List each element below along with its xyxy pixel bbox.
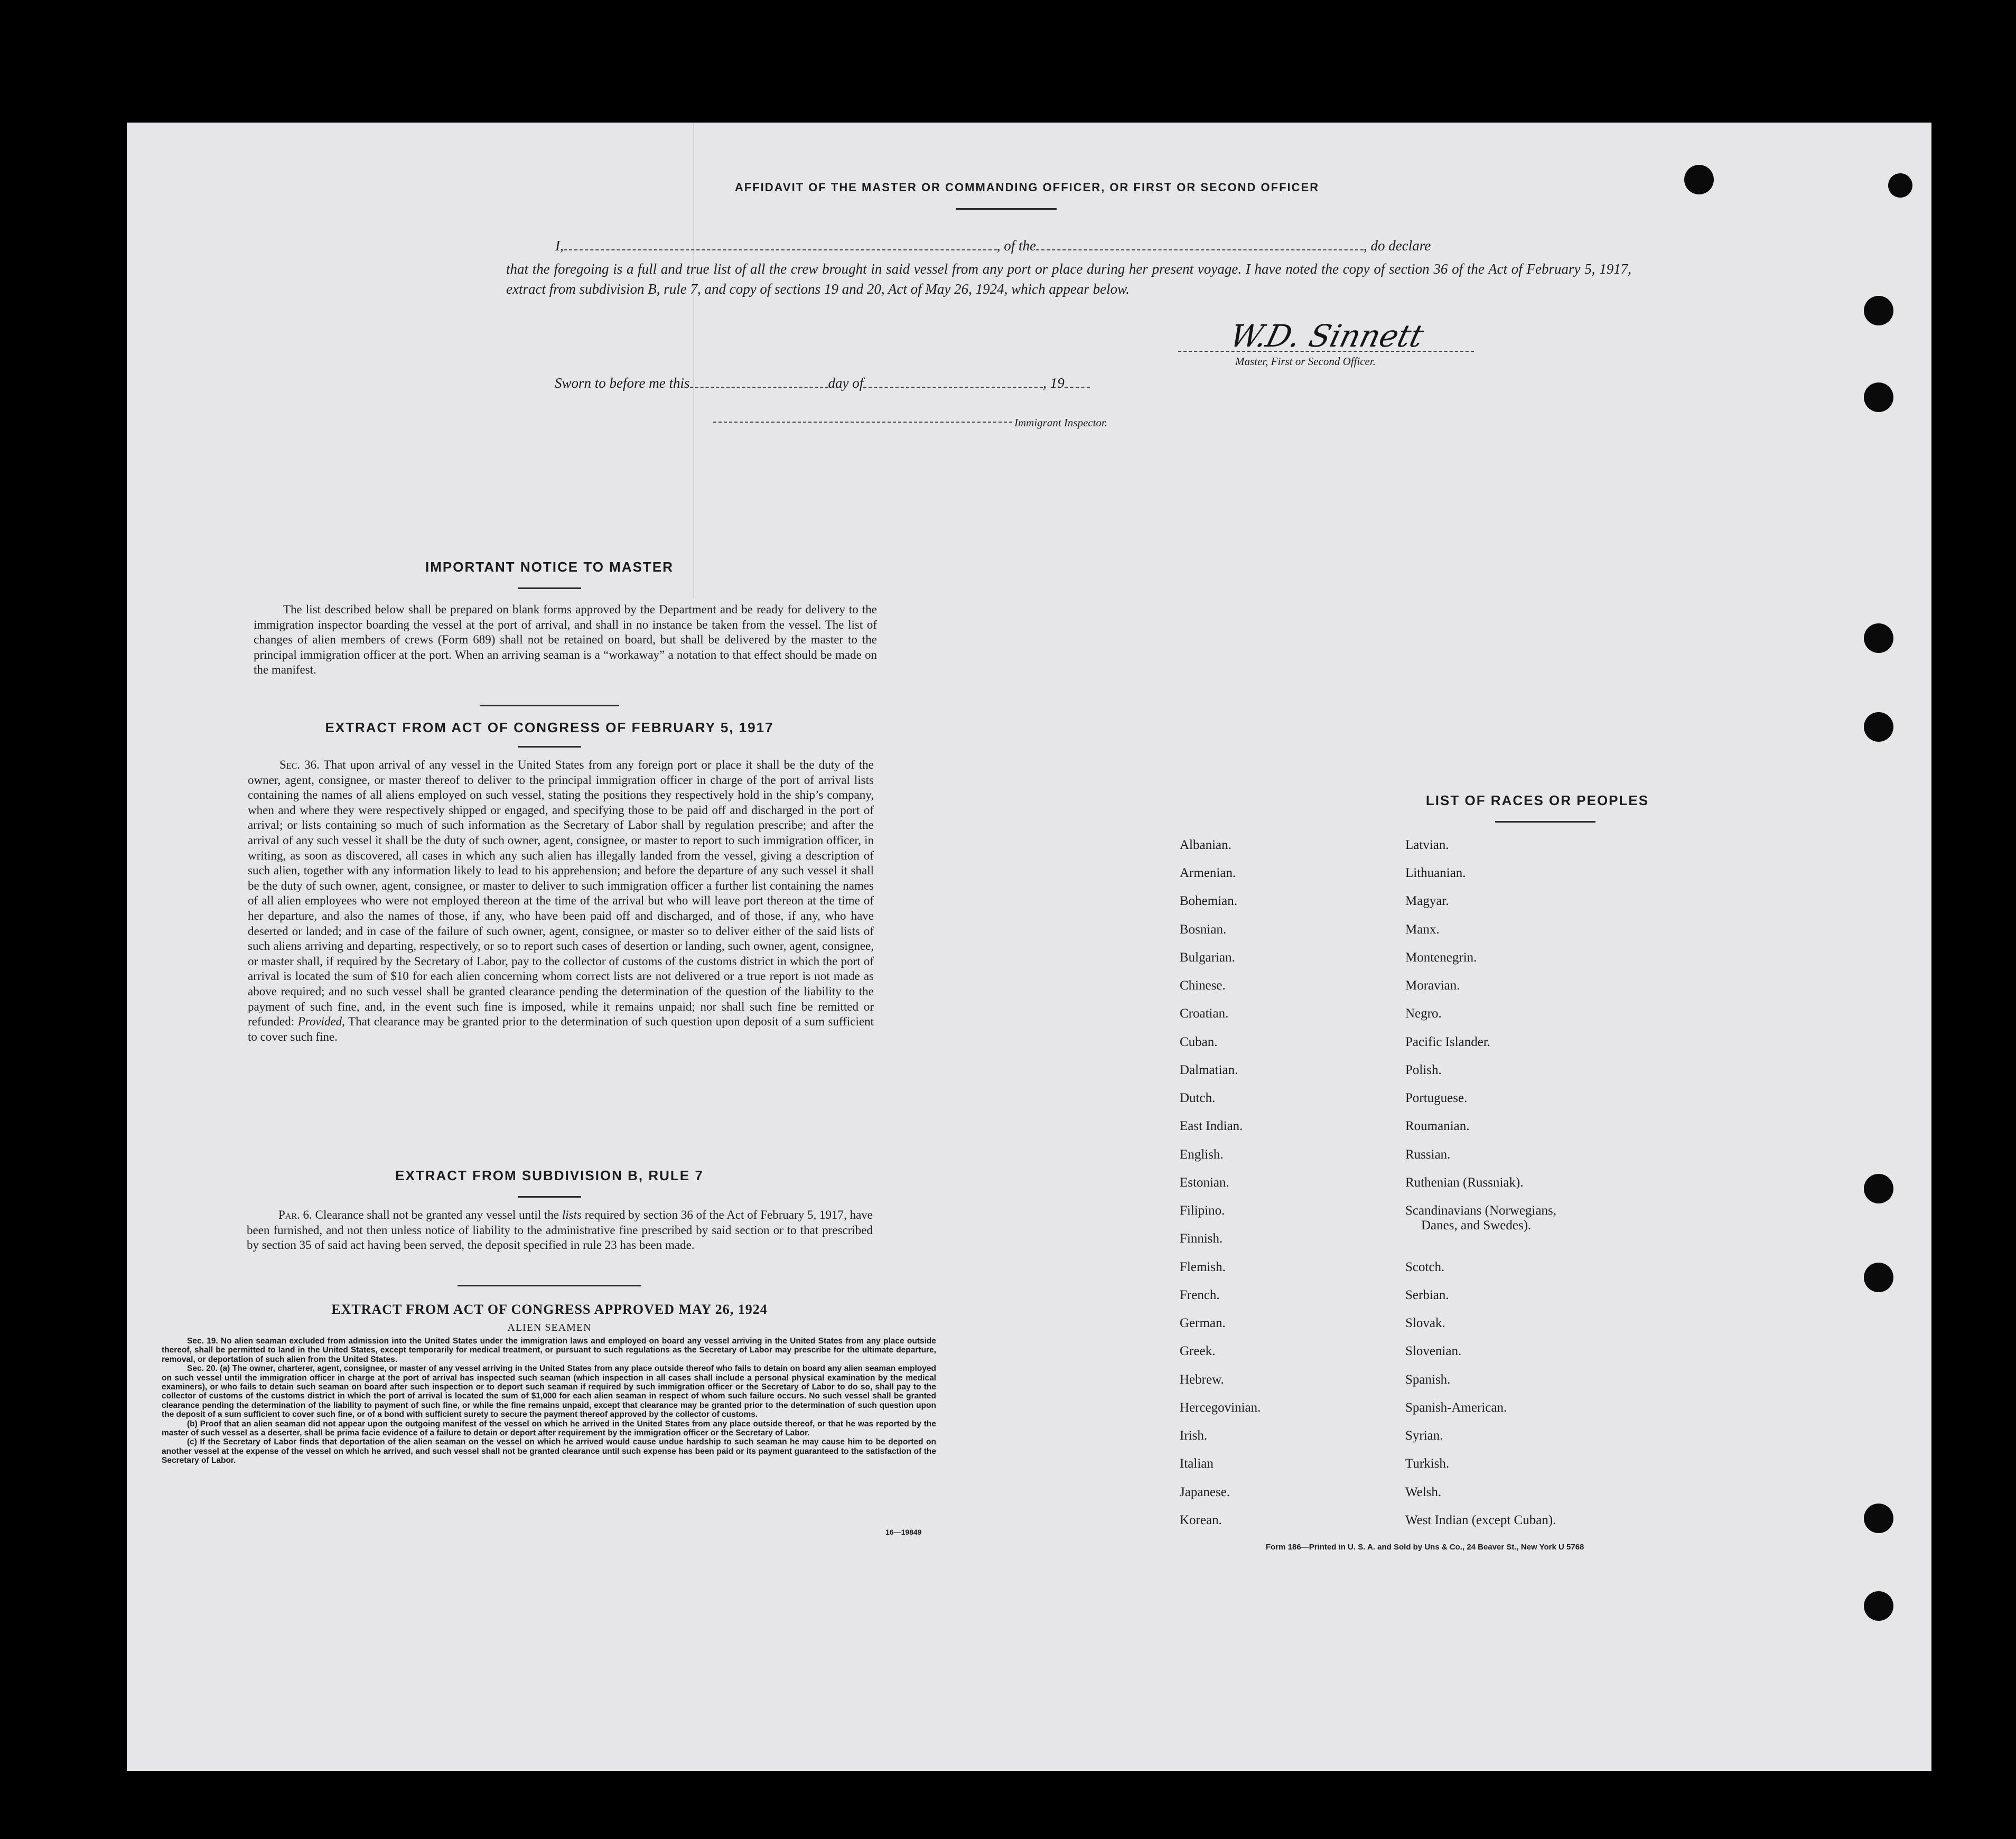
- lists-word: lists: [562, 1208, 582, 1221]
- race-item: Dalmatian.: [1180, 1063, 1238, 1077]
- section-20c: (c) If the Secretary of Labor finds that deportation of the alien seaman on the vessel on which he arrived would cause undue hardship to such seaman he may cause him to be deported on another vessel at the expense of the vessel on which he arrived, and such vessel shall not be granted clearance until such expense has been paid or its payment guaranteed to the satisfaction of the Secretary of Labor.: [162, 1437, 936, 1465]
- race-item: East Indian.: [1180, 1119, 1243, 1133]
- divider: [518, 1196, 581, 1198]
- section-20a: Sec. 20. (a) The owner, charterer, agent, consignee, or master of any vessel arriving in the United States from any place outside thereof who fails to detain on board any alien seaman employed on such vessel until the immigration officer in charge at the port of arrival has inspected such seaman (which inspection in all cases shall include a personal physical examination by the medical examiners), or who fails to detain such seaman on board after such inspection or to deport such seaman if required by such immigration officer or the Secretary of Labor to do so, shall pay to the collector of customs of the customs district in which the port of arrival is located the sum of $1,000 for each alien seaman in respect of whom such failure occurs. No such vessel shall be granted clearance pending the determination of the liability to payment of such fine, or while the fine remains unpaid, except that clearance may be granted prior to the determination of such question upon the deposit of a sum sufficient to cover such fine, or of a bond with sufficient surety to secure the payment thereof approved by the collector of customs.: [162, 1364, 936, 1420]
- extract-1917-text: [248, 758, 874, 1044]
- day-blank[interactable]: [690, 387, 828, 388]
- section-label: Sec. 36.: [279, 758, 320, 771]
- race-item: Pacific Islander.: [1405, 1035, 1491, 1049]
- race-item: Russian.: [1405, 1147, 1451, 1162]
- divider: [518, 587, 581, 589]
- affidavit-title: AFFIDAVIT OF THE MASTER OR COMMANDING OFFICER, OR FIRST OR SECOND OFFICER: [734, 181, 1320, 194]
- name-blank[interactable]: [564, 249, 997, 250]
- declare-label: , do declare: [1364, 238, 1431, 254]
- punch-hole: [1864, 1591, 1893, 1621]
- sworn-label: Sworn to before me this: [555, 375, 690, 391]
- punch-hole: [1864, 382, 1893, 412]
- race-item: Croatian.: [1180, 1006, 1229, 1021]
- race-item: Spanish-American.: [1405, 1401, 1507, 1415]
- race-item: Filipino.: [1180, 1203, 1225, 1218]
- punch-hole: [1888, 173, 1912, 198]
- race-item: Korean.: [1180, 1513, 1222, 1527]
- race-item: German.: [1180, 1316, 1226, 1330]
- race-item: Montenegrin.: [1405, 950, 1477, 965]
- provided-word: Provided,: [297, 1015, 345, 1029]
- section-36-end: That clearance may be granted prior to the determination of such question upon deposit of a sum sufficient to cover such fine.: [248, 1015, 874, 1043]
- i-label: I,: [555, 238, 564, 254]
- subdivision-text: [247, 1208, 873, 1253]
- subdivision-title: EXTRACT FROM SUBDIVISION B, RULE 7: [395, 1168, 704, 1183]
- year-blank[interactable]: [1065, 387, 1090, 388]
- notice-title: IMPORTANT NOTICE TO MASTER: [425, 559, 674, 575]
- punch-hole: [1684, 165, 1714, 194]
- punch-hole: [1864, 1504, 1893, 1533]
- race-item: Negro.: [1405, 1006, 1442, 1021]
- race-item: Irish.: [1180, 1429, 1208, 1443]
- race-item: West Indian (except Cuban).: [1405, 1513, 1556, 1527]
- race-item: Japanese.: [1180, 1485, 1230, 1499]
- extract-1917-title: EXTRACT FROM ACT OF CONGRESS OF FEBRUARY 5, 1917: [325, 720, 774, 735]
- races-title: LIST OF RACES OR PEOPLES: [1425, 792, 1649, 808]
- race-item: Chinese.: [1180, 978, 1226, 993]
- race-item: Bosnian.: [1180, 922, 1227, 937]
- inspector-line: [713, 422, 1012, 423]
- alien-seamen-subtitle: ALIEN SEAMEN: [507, 1322, 592, 1333]
- race-item: Finnish.: [1180, 1231, 1223, 1246]
- sworn-line: [555, 375, 1090, 391]
- race-item: Greek.: [1180, 1344, 1216, 1358]
- of-the-label: , of the: [996, 238, 1036, 254]
- signature: W.D. Sinnett: [1226, 318, 1427, 354]
- race-item: Bohemian.: [1180, 894, 1238, 908]
- punch-hole: [1864, 1263, 1893, 1292]
- race-item: French.: [1180, 1288, 1220, 1302]
- race-item: Slovenian.: [1405, 1344, 1462, 1358]
- race-item: Magyar.: [1405, 894, 1449, 908]
- race-item: Armenian.: [1180, 866, 1236, 880]
- race-item: Roumanian.: [1405, 1119, 1470, 1133]
- race-item: Hercegovinian.: [1180, 1401, 1261, 1415]
- race-item: Scandinavians (Norwegians,: [1405, 1203, 1557, 1218]
- form-footer: Form 186—Printed in U. S. A. and Sold by Uns & Co., 24 Beaver St., New York U 5768: [1266, 1543, 1584, 1552]
- race-item: Dutch.: [1180, 1091, 1216, 1105]
- race-item: Flemish.: [1180, 1260, 1226, 1274]
- year-label: , 19: [1043, 375, 1065, 391]
- race-item: Ruthenian (Russniak).: [1405, 1175, 1524, 1190]
- race-item: Turkish.: [1405, 1457, 1450, 1471]
- race-item: Estonian.: [1180, 1175, 1229, 1190]
- punch-hole: [1864, 1174, 1893, 1203]
- extract-1924-text: [162, 1337, 936, 1465]
- section-20b: (b) Proof that an alien seaman did not appear upon the outgoing manifest of the vessel on which he arrived in the United States from any place outside thereof, or that he was reported by the master of such vessel as a deserter, shall be prima facie evidence of a failure to detain or deport after requirement by the immigration officer or the Secretary of Labor.: [162, 1419, 936, 1438]
- race-item: Cuban.: [1180, 1035, 1218, 1049]
- form-code: 16—19849: [885, 1528, 922, 1536]
- divider: [518, 746, 581, 748]
- race-item: Manx.: [1405, 922, 1440, 937]
- race-item: Albanian.: [1180, 838, 1231, 852]
- paragraph-6-body-a: Clearance shall not be granted any vessel until the: [315, 1208, 559, 1221]
- race-item: Italian: [1180, 1457, 1214, 1471]
- race-item: Moravian.: [1405, 978, 1460, 993]
- affidavit-declaration-line: [555, 238, 1632, 254]
- vessel-blank[interactable]: [1036, 249, 1364, 250]
- race-item: English.: [1180, 1147, 1224, 1162]
- notice-text: The list described below shall be prepared on blank forms approved by the Department and be ready for delivery to the immigration inspector boarding the vessel at the port of arrival, and shall in no instance be taken from the vessel. The list of changes of alien members of crews (Form 689) shall not be retained on board, but shall be delivered by the master to the principal immigration officer at the port. When an arriving seaman is a “workaway” a notation to that effect should be made on the manifest.: [254, 603, 877, 677]
- punch-hole: [1864, 296, 1893, 325]
- race-item: Slovak.: [1405, 1316, 1445, 1330]
- paragraph-label: Par. 6.: [278, 1208, 312, 1221]
- divider: [956, 208, 1057, 210]
- divider: [458, 1285, 641, 1286]
- race-item: Welsh.: [1405, 1485, 1442, 1499]
- section-36-body: That upon arrival of any vessel in the United States from any foreign port or place it shall be the duty of the owner, agent, consignee, or master thereof to deliver to the principal immigration officer in charge of the port of arrival lists containing the names of all aliens employed on such vessel, stating the positions they respectively hold in the ship’s company, when and where they were respectively shipped or engaged, and specifying those to be paid off and discharged in the port of arrival; or lists containing so much of such information as the Secretary of Labor shall by regulation prescribe; and after the arrival of any such vessel it shall be the duty of such owner, agent, consignee, or master to report to such immigration officer, in writing, as soon as discovered, all cases in which any such alien has illegally landed from the vessel, giving a description of such alien, together with any information likely to lead to his apprehension; and before the departure of any such vessel it shall be the duty of such owner, agent, consignee, or master to deliver to such immigration officer a further list containing the names of all alien employees who were not employed thereon at the time of the arrival but who will leave port thereon at the time of her departure, and also the names of those, if any, who have been paid off and discharged, and of those, if any, who have deserted or landed; and in case of the failure of such owner, agent, consignee, or master so to deliver either of the said lists of such aliens arriving and departing, respectively, or so to report such cases of desertion or landing, such owner, agent, consignee, or master shall, if required by the Secretary of Labor, pay to the collector of customs of the customs district in which the port of arrival is located the sum of $10 for each alien concerning whom correct lists are not delivered or a true report is not made as above required; and no such vessel shall be granted clearance pending the determination of the question of the liability to the payment of such fine, and, in the event such fine is imposed, while it remains unpaid; nor shall such fine be remitted or refunded:: [248, 758, 874, 1029]
- document-page: [127, 123, 1931, 1771]
- race-item: Spanish.: [1405, 1373, 1451, 1387]
- race-item: Scotch.: [1405, 1260, 1445, 1274]
- race-item: Syrian.: [1405, 1429, 1443, 1443]
- extract-1924-title: EXTRACT FROM ACT OF CONGRESS APPROVED MAY 26, 1924: [331, 1302, 768, 1317]
- signature-caption: Master, First or Second Officer.: [1235, 355, 1376, 368]
- divider: [1495, 821, 1595, 823]
- race-item: Lithuanian.: [1405, 866, 1466, 880]
- signature-line: [1178, 351, 1474, 352]
- race-item: Portuguese.: [1405, 1091, 1468, 1105]
- punch-hole: [1864, 712, 1893, 742]
- inspector-caption: Immigrant Inspector.: [1014, 416, 1108, 429]
- affidavit-paragraph: that the foregoing is a full and true list of all the crew brought in said vessel from any port or place during her present voyage. I have noted the copy of section 36 of the Act of February 5, 1917, extract from subdivision B, rule 7, and copy of sections 19 and 20, Act of May 26, 1924, which appear below.: [506, 261, 1631, 297]
- race-item: Latvian.: [1405, 838, 1449, 852]
- race-item: Hebrew.: [1180, 1373, 1224, 1387]
- race-item: Bulgarian.: [1180, 950, 1235, 965]
- race-item: Polish.: [1405, 1063, 1442, 1077]
- punch-hole: [1864, 623, 1893, 653]
- section-19: Sec. 19. No alien seaman excluded from admission into the United States under the immigration laws and employed on board any vessel arriving in the United States from any place outside thereof, shall be permitted to land in the United States, except temporarily for medical treatment, or pursuant to such regulations as the Secretary of Labor may prescribe for the ultimate departure, removal, or deportation of such alien from the United States.: [162, 1337, 936, 1364]
- day-of-label: day of: [828, 375, 864, 391]
- month-blank[interactable]: [863, 387, 1043, 388]
- divider: [480, 705, 619, 706]
- race-item: Serbian.: [1405, 1288, 1449, 1302]
- paragraph-6-body-b: required by section 36 of the Act of February 5, 1917, have been furnished, and not then unless notice of liability to the administrative fine prescribed by said section or to that prescribed by section 35 of said act having been served, the deposit specified in rule 23 has been made.: [247, 1208, 873, 1252]
- race-item-continued: Danes, and Swedes).: [1421, 1218, 1532, 1233]
